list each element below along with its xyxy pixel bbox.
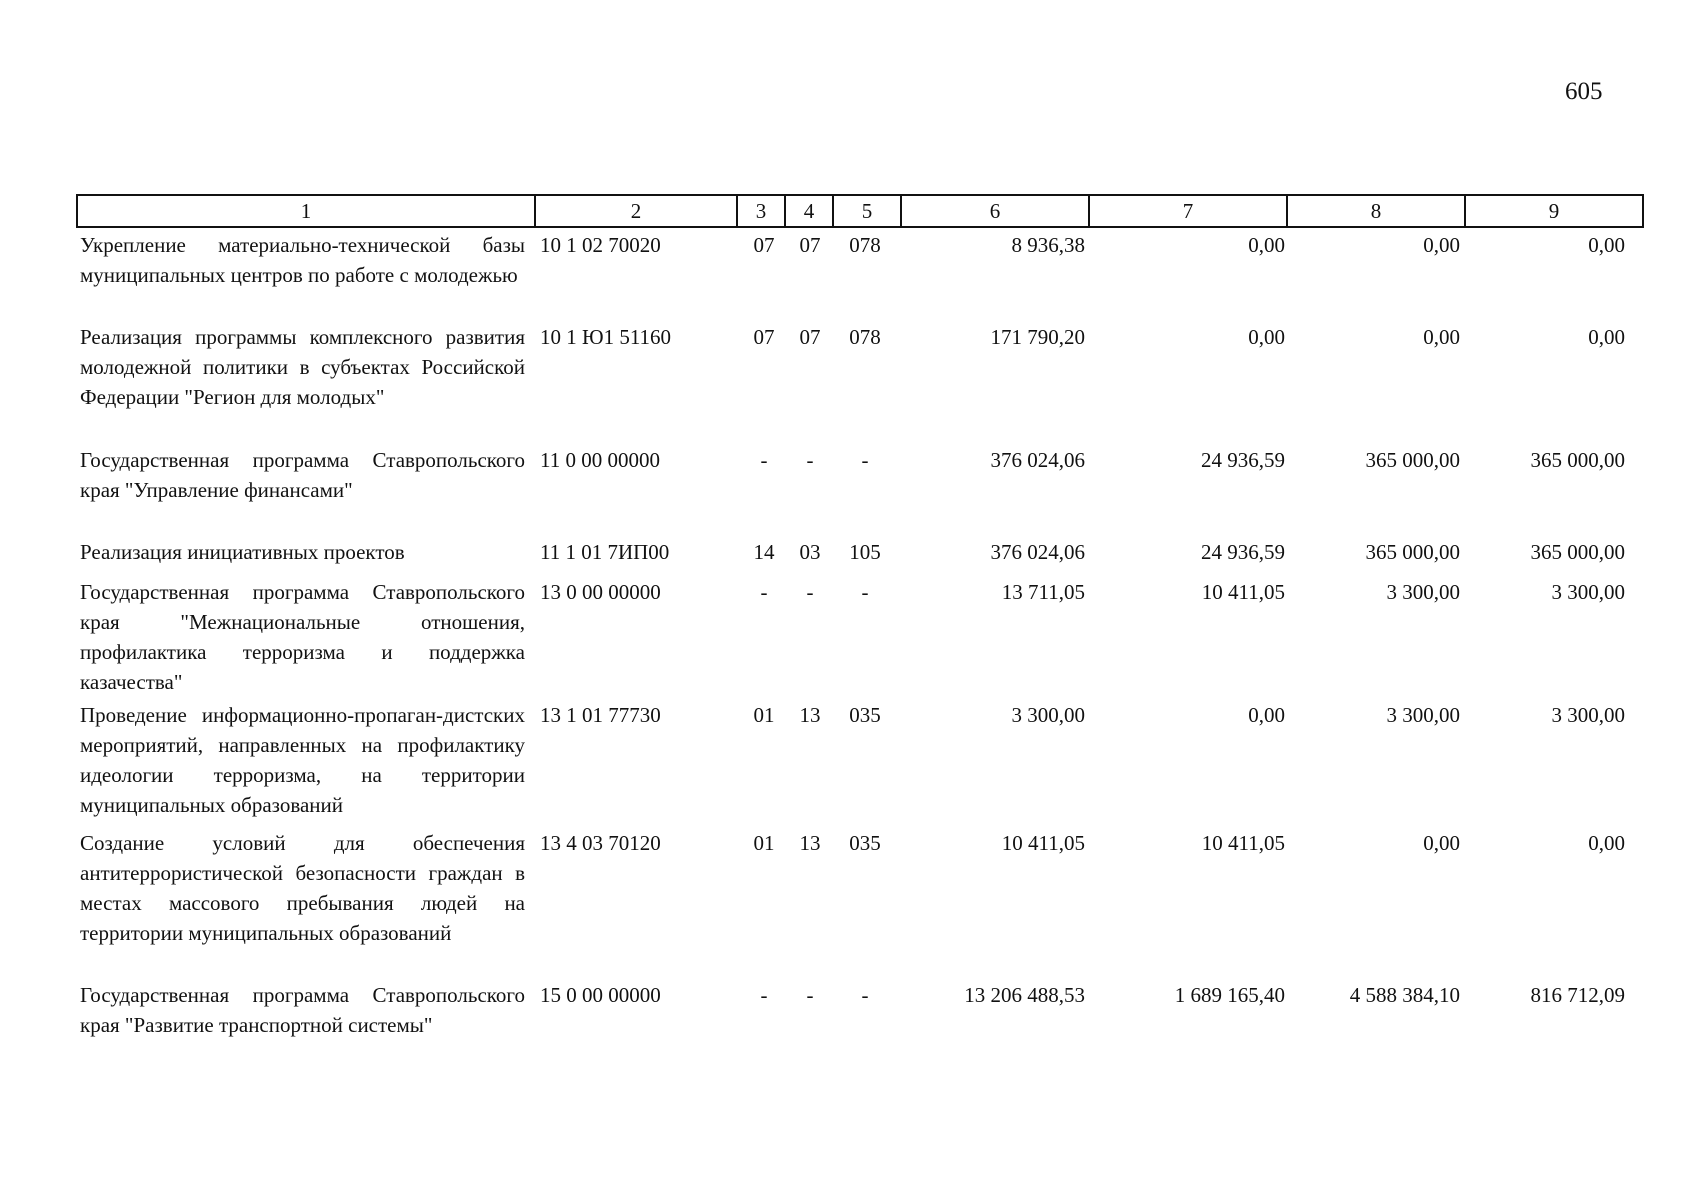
row-col-8: 0,00 <box>1423 325 1460 349</box>
row-col-3: - <box>760 580 768 604</box>
row-name: Государственная программа Ставропольского края "Развитие транспортной системы" <box>80 983 525 1037</box>
row-col-3: 14 <box>753 540 775 564</box>
header-col-6: 6 <box>900 194 1090 228</box>
row-col-4: 07 <box>799 233 821 257</box>
row-col-7: 0,00 <box>1248 233 1285 257</box>
row-col-9: 0,00 <box>1588 233 1625 257</box>
row-col-4: - <box>806 448 814 472</box>
page-number: 605 <box>1565 78 1603 105</box>
row-col-6: 8 936,38 <box>1011 233 1085 257</box>
row-col-3: 07 <box>753 233 775 257</box>
row-name: Государственная программа Ставропольского края "Управление финансами" <box>80 448 525 502</box>
row-col-7: 0,00 <box>1248 325 1285 349</box>
header-col-3: 3 <box>736 194 786 228</box>
row-col-3: - <box>760 983 768 1007</box>
row-code: 15 0 00 00000 <box>540 983 661 1007</box>
row-name: Укрепление материально-технической базы муниципальных центров по работе с молодежью <box>80 233 525 287</box>
row-col-5: - <box>861 448 869 472</box>
row-name: Создание условий для обеспечения антитеррористической безопасности граждан в местах массового пребывания людей на территории муниципальных образований <box>80 831 525 945</box>
row-col-4: 13 <box>799 703 821 727</box>
row-col-6: 10 411,05 <box>1001 831 1085 855</box>
row-col-7: 1 689 165,40 <box>1174 983 1285 1007</box>
row-code: 13 1 01 77730 <box>540 703 661 727</box>
row-col-8: 3 300,00 <box>1386 703 1460 727</box>
row-code: 11 1 01 7ИП00 <box>540 540 670 564</box>
row-code: 10 1 Ю1 51160 <box>540 325 672 349</box>
row-col-7: 24 936,59 <box>1201 448 1285 472</box>
row-col-4: - <box>806 983 814 1007</box>
row-col-6: 376 024,06 <box>990 540 1085 564</box>
header-col-1: 1 <box>76 194 536 228</box>
row-col-4: 13 <box>799 831 821 855</box>
row-code: 13 4 03 70120 <box>540 831 661 855</box>
row-col-5: 035 <box>849 831 881 855</box>
row-col-3: 07 <box>753 325 775 349</box>
row-name: Проведение информационно-пропаган-дистских мероприятий, направленных на профилактику идеологии терроризма, на территории муниципальных образований <box>80 703 525 817</box>
row-col-8: 4 588 384,10 <box>1349 983 1460 1007</box>
header-col-5: 5 <box>832 194 902 228</box>
row-col-3: - <box>760 448 768 472</box>
row-col-8: 365 000,00 <box>1365 540 1460 564</box>
row-col-8: 3 300,00 <box>1386 580 1460 604</box>
header-col-4: 4 <box>784 194 834 228</box>
header-col-2: 2 <box>534 194 738 228</box>
row-col-8: 365 000,00 <box>1365 448 1460 472</box>
row-col-6: 13 206 488,53 <box>964 983 1085 1007</box>
row-col-8: 0,00 <box>1423 831 1460 855</box>
row-col-6: 376 024,06 <box>990 448 1085 472</box>
row-col-9: 365 000,00 <box>1530 540 1625 564</box>
row-col-5: 035 <box>849 703 881 727</box>
row-col-5: 078 <box>849 325 881 349</box>
row-col-4: 03 <box>799 540 821 564</box>
row-col-7: 24 936,59 <box>1201 540 1285 564</box>
row-name: Государственная программа Ставропольского края "Межнациональные отношения, профилактика терроризма и поддержка казачества" <box>80 580 525 694</box>
row-col-5: - <box>861 580 869 604</box>
row-col-6: 3 300,00 <box>1011 703 1085 727</box>
row-col-6: 171 790,20 <box>990 325 1085 349</box>
row-col-9: 3 300,00 <box>1551 703 1625 727</box>
row-code: 13 0 00 00000 <box>540 580 661 604</box>
row-col-8: 0,00 <box>1423 233 1460 257</box>
row-col-4: 07 <box>799 325 821 349</box>
row-col-5: - <box>861 983 869 1007</box>
row-code: 11 0 00 00000 <box>540 448 660 472</box>
row-col-9: 816 712,09 <box>1530 983 1625 1007</box>
row-col-9: 0,00 <box>1588 325 1625 349</box>
row-col-3: 01 <box>753 703 775 727</box>
row-name: Реализация программы комплексного развития молодежной политики в субъектах Российской Федерации "Регион для молодых" <box>80 325 525 409</box>
row-col-5: 078 <box>849 233 881 257</box>
row-col-3: 01 <box>753 831 775 855</box>
row-col-9: 0,00 <box>1588 831 1625 855</box>
row-col-9: 365 000,00 <box>1530 448 1625 472</box>
row-col-7: 10 411,05 <box>1201 580 1285 604</box>
row-col-5: 105 <box>849 540 881 564</box>
row-col-7: 0,00 <box>1248 703 1285 727</box>
header-col-8: 8 <box>1286 194 1466 228</box>
row-name: Реализация инициативных проектов <box>80 540 405 564</box>
row-col-4: - <box>806 580 814 604</box>
header-col-7: 7 <box>1088 194 1288 228</box>
row-code: 10 1 02 70020 <box>540 233 661 257</box>
row-col-7: 10 411,05 <box>1201 831 1285 855</box>
row-col-6: 13 711,05 <box>1001 580 1085 604</box>
header-col-9: 9 <box>1464 194 1644 228</box>
row-col-9: 3 300,00 <box>1551 580 1625 604</box>
